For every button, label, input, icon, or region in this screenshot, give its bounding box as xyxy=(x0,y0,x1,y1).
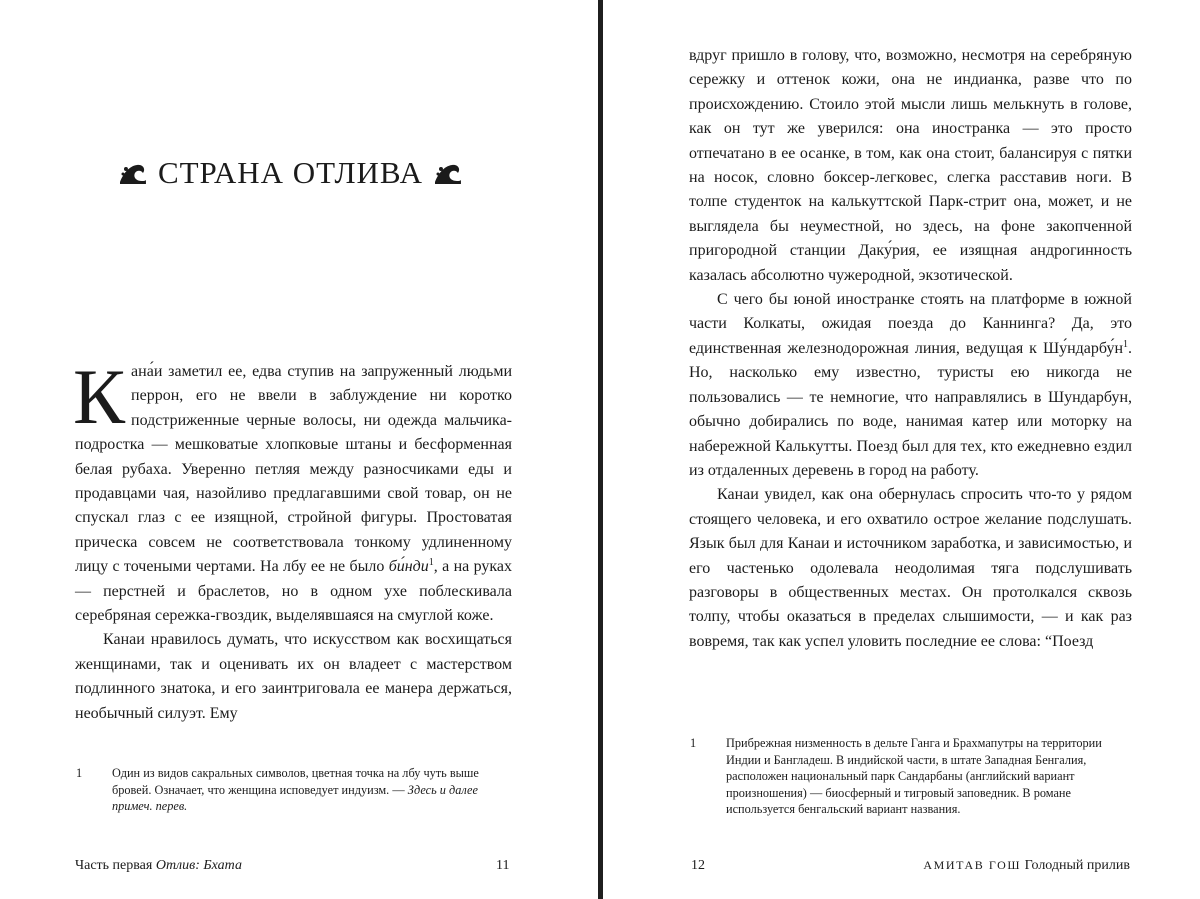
text-run: а́ xyxy=(146,363,154,380)
footnote xyxy=(690,735,1132,818)
italic-note: Здесь и далее примеч. перев. xyxy=(112,782,478,814)
left-body-text xyxy=(73,353,512,726)
footnote-number: 1 xyxy=(690,736,697,750)
footnote-text: Прибрежная низменность в дельте Ганга и Брахмапутры на территории Индии и Бангладеш. В индийской части, в штате Западная Бенгалия, расположен национальный парк Сандарбаны (английский вариант произношения) — биосферный и тигровый заповедник. В романе используется бенгальский вариант названия. xyxy=(726,736,1102,817)
right-page xyxy=(603,0,1200,899)
page-number: 11 xyxy=(496,858,510,873)
right-body-text xyxy=(689,44,1132,654)
part-label: Часть первая xyxy=(75,858,153,873)
author-name: АМИТАВ ГОШ xyxy=(923,858,1022,872)
drop-cap: К xyxy=(73,353,126,440)
book-title: Голодный прилив xyxy=(1024,858,1130,873)
section-label: Отлив: Бхата xyxy=(155,858,242,873)
text-run: С чего бы юной иностранке стоять на платформе в южной части Колкаты, ожидая поезда до Каннинга? Да, это единственная железнодорожная линия, ведущая к Шу́ндарбу́н xyxy=(689,291,1132,357)
footnote-marker: 1 xyxy=(428,557,434,569)
text-run: , а на руках — перстней и браслетов, но в одном ухе поблескивала серебряная сережка-гвоздик, выделявшаяся на смуглой коже. xyxy=(75,558,512,625)
footnote xyxy=(76,765,516,815)
chapter-title-text: СТРАНА ОТЛИВА xyxy=(157,155,424,190)
italic-term: би́нди xyxy=(388,558,429,576)
text-run: ан xyxy=(131,363,147,380)
left-page xyxy=(0,0,598,899)
text-run: . Но, насколько ему известно, туристы ею никогда не пользовались — те немногие, что направлялись в Шундарбун, обычно добирались по воде, нанимая катер или моторку на набережной Калькутты. Поезд был для тех, кто ежедневно ездил из отдаленных деревень в город на работу. xyxy=(689,339,1132,479)
running-footer xyxy=(75,858,242,874)
paragraph xyxy=(73,353,512,628)
paragraph: вдруг пришло в голову, что, возможно, несмотря на серебряную сережку и оттенок кожи, она не индианка, разве что по происхождению. Стоило этой мысли лишь мелькнуть в голове, как он тут же уверился: она иностранка — это просто отпечатано в ее осанке, в том, как она стоит, балансируя с пятки на носок, словно боксер-легковес, слегка расставив ноги. В толпе студенток на калькуттской Парк-стрит она, может, и не выглядела бы неуместной, но здесь, на фоне закопченной пригородной станции Даку́рия, ее изящная андрогинность казалась абсолютно чужеродной, экзотической. xyxy=(689,47,1132,284)
paragraph xyxy=(689,288,1132,483)
chapter-title xyxy=(118,150,463,196)
footnote-number: 1 xyxy=(76,766,83,780)
paragraph: Канаи нравилось думать, что искусством как восхищаться женщинами, так и оценивать их он владеет с мастерством подлинного знатока, и его заинтриговала ее манера держаться, необычный силуэт. Ему xyxy=(75,631,512,722)
footnote-text xyxy=(112,765,516,815)
wave-icon xyxy=(118,160,148,186)
wave-icon xyxy=(433,160,463,186)
page-number: 12 xyxy=(691,858,705,873)
text-run: Один из видов сакральных символов, цветная точка на лбу чуть выше бровей. Означает, что женщина исповедует индуизм. — xyxy=(112,766,479,797)
running-footer xyxy=(923,858,1130,874)
text-run: и заметил ее, едва ступив на запруженный людьми перрон, его не ввели в заблуждение ни коротко подстриженные черные волосы, ни одежда мальчика-подростка — мешковатые хлопковые штаны и бесформенная белая рубаха. Уверенно петляя между разносчиками еды и продавцами чая, назойливо предлагавшими свой товар, он не спускал глаз с ее изящной, стройной фигуры. Простоватая прическа совсем не соответствовала тонкому удлиненному лицу с точеными чертами. На лбу ее не было xyxy=(75,363,512,576)
paragraph: Канаи увидел, как она обернулась спросить что-то у рядом стоящего человека, и его охватило острое желание подслушать. Язык был для Канаи и источником заработка, и зависимостью, и его частенько одолевала неодолимая тяга подслушивать разговоры в общественных местах. Он протолкался сквозь толпу, чтобы оказаться в пределах слышимости, — и как раз вовремя, так как успел уловить последние ее слова: “Поезд xyxy=(689,486,1132,650)
footnote-marker: 1 xyxy=(1123,338,1128,350)
